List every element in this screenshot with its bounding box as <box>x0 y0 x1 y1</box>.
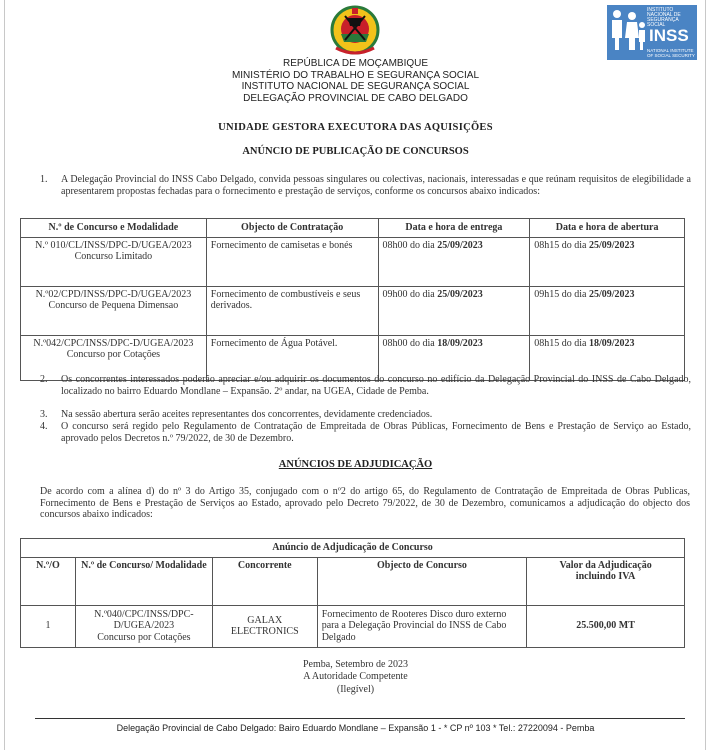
award-caption-row <box>21 539 685 558</box>
column-header: Data e hora de entrega <box>378 219 530 238</box>
delivery-date: 18/09/2023 <box>437 337 483 349</box>
tender-modality: Concurso de Pequena Dimensao <box>48 300 179 311</box>
award-intro-paragraph: De acordo com a alínea d) do nº 3 do Artigo 35, conjugado com o nº2 do artigo 65, do Regulamento de Contratação de Empreitada de Obras Publicas, Fornecimento de Bens e Prestação de Serviços ao Estado, aprovado pelo Decreto 79/2022, de 30 de Dezembro, comunicamos a adjudicação do objecto dos concursos abaixo indicados: <box>40 486 690 520</box>
signature-authority: A Autoridade Competente <box>303 671 408 682</box>
logo-bottom-text: NATIONAL INSTITUTE OF SOCIAL SECURITY <box>647 48 695 58</box>
award-value: 25.500,00 MT <box>527 605 685 647</box>
logo-acronym <box>647 23 695 45</box>
intro-number: 1. <box>40 174 48 185</box>
table-row <box>21 237 685 286</box>
tender-ref-cell <box>21 237 207 286</box>
column-header: Objecto de Concurso <box>317 557 526 605</box>
announcement-title: ANÚNCIO DE PUBLICAÇÃO DE CONCURSOS <box>242 146 469 157</box>
signature-illegible: (Ilegível) <box>336 684 375 695</box>
column-header: Concorrente <box>212 557 317 605</box>
logo-top-text: INSTITUTO NACIONAL DE SEGURANÇA SOCIAL <box>647 7 681 28</box>
awards-title: ANÚNCIOS DE ADJUDICAÇÃO <box>278 459 433 470</box>
tender-opening <box>530 237 685 286</box>
column-header: N.º/O <box>21 557 76 605</box>
table-row <box>21 605 685 647</box>
footer-divider <box>35 718 685 719</box>
tender-modality: Concurso Limitado <box>74 251 153 262</box>
opening-date: 18/09/2023 <box>588 337 635 349</box>
signature-place-date: Pemba, Setembro de 2023 <box>303 659 408 670</box>
delivery-time: 09h00 do dia <box>382 288 438 300</box>
tender-object: Fornecimento de camisetas e bonés <box>206 237 378 286</box>
column-header: Objecto de Contratação <box>206 219 378 238</box>
tender-object: Fornecimento de combustíveis e seus derivados. <box>206 286 378 335</box>
intro-paragraph: A Delegação Provincial do INSS Cabo Delgado, convida pessoas singulares ou colectivas, nacionais, interessadas e que reúnam requisitos de elegibilidade a apresentarem propostas fechadas para o fornecimento e prestação de serviços, conforme os concursos abaixo indicados: <box>61 174 691 197</box>
mozambique-emblem-icon <box>330 4 380 56</box>
institution-header <box>0 58 711 104</box>
award-ref-cell <box>75 605 212 647</box>
opening-date: 25/09/2023 <box>588 239 635 251</box>
tender-ref-cell <box>21 286 207 335</box>
delivery-date: 25/09/2023 <box>437 288 483 300</box>
award-object: Fornecimento de Rooteres Disco duro externo para a Delegação Provincial do INSS de Cabo Delgado <box>317 605 526 647</box>
tender-delivery <box>378 286 530 335</box>
page-border-left <box>4 0 5 750</box>
tender-ref: N.º02/CPD/INSS/DPC-D/UGEA/2023 <box>35 288 192 300</box>
column-header: Valor da Adjudicação incluindo IVA <box>527 557 685 605</box>
tender-opening <box>530 286 685 335</box>
award-table <box>20 538 685 648</box>
award-bidder: GALAX ELECTRONICS <box>212 605 317 647</box>
family-silhouette-icon <box>607 5 647 60</box>
column-header: N.º de Concurso e Modalidade <box>21 219 207 238</box>
header-line-delegation: DELEGAÇÃO PROVINCIAL DE CABO DELGADO <box>243 92 468 104</box>
header-line-institute: INSTITUTO NACIONAL DE SEGURANÇA SOCIAL <box>241 81 470 92</box>
opening-time: 08h15 do dia <box>534 239 589 251</box>
header-line-ministry: MINISTÉRIO DO TRABALHO E SEGURANÇA SOCIAL <box>231 69 480 81</box>
inss-logo <box>607 5 697 60</box>
opening-time: 09h15 do dia <box>534 288 589 300</box>
footer-address: Delegação Provincial de Cabo Delgado: Bairo Eduardo Mondlane – Expansão 1 - * CP nº 103 * Tel.: 27220094 - Pemba <box>116 723 595 733</box>
unit-title: UNIDADE GESTORA EXECUTORA DAS AQUISIÇÕES <box>218 122 493 133</box>
delivery-time: 08h00 do dia <box>382 239 438 251</box>
header-line-republic: REPÚBLICA DE MOÇAMBIQUE <box>282 58 429 69</box>
award-number: 1 <box>21 605 76 647</box>
tender-ref: N.º042/CPC/INSS/DPC-D/UGEA/2023 <box>33 337 194 349</box>
note-text: Os concorrentes interessados poderão apreciar e/ou adquirir os documentos do concurso no edifício da Delegação Provincial do INSS de Cabo Delgado, localizado no bairro Eduardo Mondlane – Expansão. 2º andar, na UGEA, Cidade de Pemba. <box>61 374 691 397</box>
table-row <box>21 286 685 335</box>
delivery-time: 08h00 do dia <box>382 337 438 349</box>
opening-time: 08h15 do dia <box>534 337 589 349</box>
award-modality: Concurso por Cotações <box>97 631 191 643</box>
table-header-row <box>21 557 685 605</box>
note-number: 3. <box>40 409 48 420</box>
award-ref: N.º040/CPC/INSS/DPC-D/UGEA/2023 <box>94 608 194 632</box>
table-header-row <box>21 219 685 238</box>
note-number: 4. <box>40 421 48 432</box>
note-text: O concurso será regido pelo Regulamento de Contratação de Empreitada de Obras Públicas, Fornecimento de Bens e Prestação de Serviço ao Estado, aprovado pelos Decretos n.º 79/2022, de 30 de Dezembro. <box>61 421 691 444</box>
tender-ref: N.º 010/CL/INSS/DPC-D/UGEA/2023 <box>35 239 192 251</box>
award-table-caption: Anúncio de Adjudicação de Concurso <box>21 539 685 558</box>
page-border-right <box>705 0 706 750</box>
note-text: Na sessão abertura serão aceites representantes dos concorrentes, devidamente credenciados. <box>61 409 433 420</box>
tenders-table <box>20 218 685 381</box>
delivery-date: 25/09/2023 <box>437 239 483 251</box>
tender-object: Fornecimento de Água Potável. <box>206 335 378 380</box>
column-header: Data e hora de abertura <box>530 219 685 238</box>
svg-text:INSS: INSS <box>649 26 689 45</box>
tender-delivery <box>378 237 530 286</box>
tender-modality: Concurso por Cotações <box>66 349 161 360</box>
column-header: N.º de Concurso/ Modalidade <box>75 557 212 605</box>
opening-date: 25/09/2023 <box>588 288 635 300</box>
note-number: 2. <box>40 374 48 385</box>
